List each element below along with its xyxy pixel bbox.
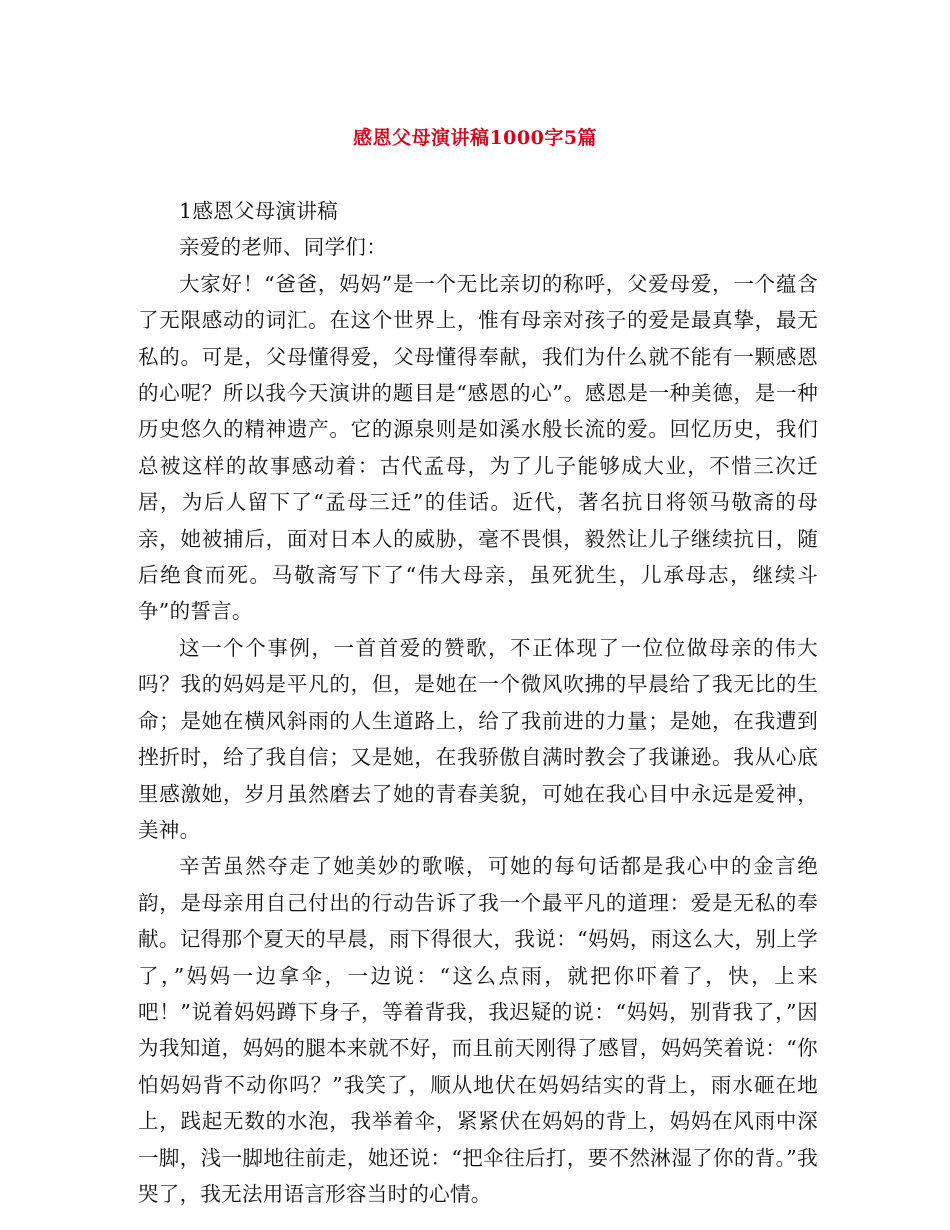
section-heading: 1感恩父母演讲稿 (179, 199, 338, 223)
body-paragraph: 这一个个事例，一首首爱的赞歌，不正体现了一位位做母亲的伟大吗？我的妈妈是平凡的，但，是她在一个微风吹拂的早晨给了我无比的生命；是她在横风斜雨的人生道路上，给了我前进的力量；是她，在我遭到挫折时，给了我自信；又是她，在我骄傲自满时教会了我谦逊。我从心底里感激她，岁月虽然磨去了她的青春美貌，可她在我心目中永远是爱神，美神。 (138, 635, 818, 842)
document-title: 感恩父母演讲稿1000字5篇 (352, 127, 598, 149)
document-body (138, 193, 818, 1212)
body-paragraph: 大家好！“爸爸，妈妈”是一个无比亲切的称呼，父爱母爱，一个蕴含了无限感动的词汇。在这个世界上，惟有母亲对孩子的爱是最真挚，最无私的。可是，父母懂得爱，父母懂得奉献，我们为什么就不能有一颗感恩的心呢？所以我今天演讲的题目是“感恩的心”。感恩是一种美德，是一种历史悠久的精神遗产。它的源泉则是如溪水般长流的爱。回忆历史，我们总被这样的故事感动着：古代孟母，为了儿子能够成大业，不惜三次迁居，为后人留下了“孟母三迁”的佳话。近代，著名抗日将领马敬斋的母亲，她被捕后，面对日本人的威胁，毫不畏惧，毅然让儿子继续抗日，随后绝食而死。马敬斋写下了“伟大母亲，虽死犹生，儿承母志，继续斗争”的誓言。 (138, 271, 818, 624)
salutation: 亲爱的老师、同学们： (179, 235, 387, 260)
body-paragraph: 辛苦虽然夺走了她美妙的歌喉，可她的每句话都是我心中的金言绝韵，是母亲用自己付出的行动告诉了我一个最平凡的道理：爱是无私的奉献。记得那个夏天的早晨，雨下得很大，我说：“妈妈，雨这么大，别上学了，”妈妈一边拿伞，一边说：“这么点雨，就把你吓着了，快，上来吧！”说着妈妈蹲下身子，等着背我，我迟疑的说：“妈妈，别背我了，”因为我知道，妈妈的腿本来就不好，而且前天刚得了感冒，妈妈笑着说：“你怕妈妈背不动你吗？”我笑了，顺从地伏在妈妈结实的背上，雨水砸在地上，践起无数的水泡，我举着伞，紧紧伏在妈妈的背上，妈妈在风雨中深一脚，浅一脚地往前走，她还说：“把伞往后打，要不然淋湿了你的背。”我哭了，我无法用语言形容当时的心情。 (138, 854, 818, 1206)
